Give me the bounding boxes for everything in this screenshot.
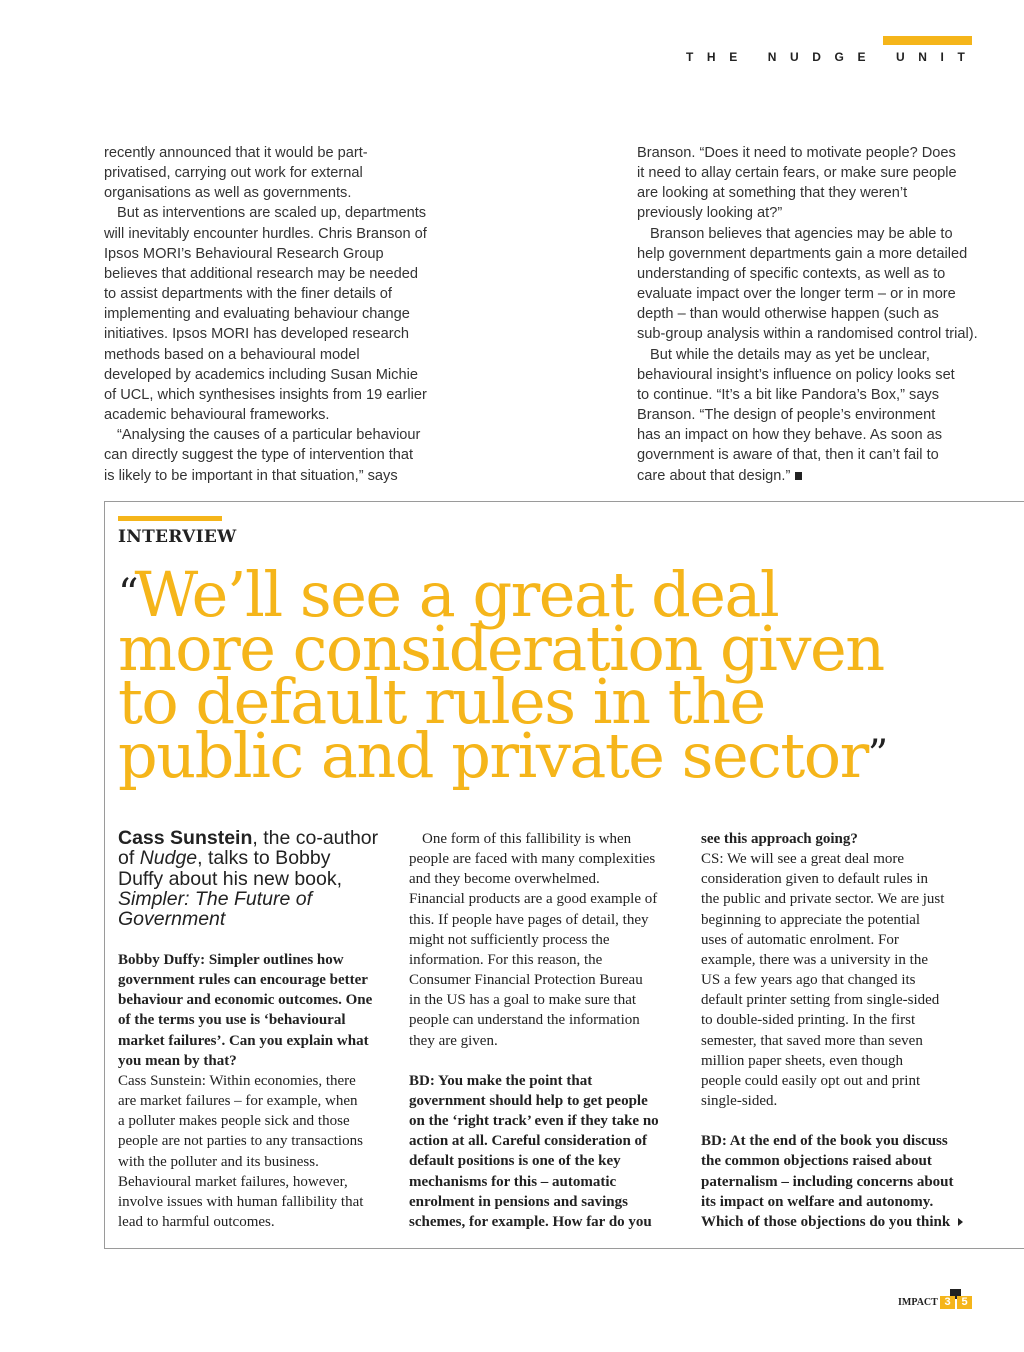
book-title: Nudge [139,847,198,870]
question-line [118,950,372,970]
text-line [104,264,427,284]
paragraph-gap [409,1051,659,1071]
line-text: implementing and evaluating behaviour change [104,306,410,323]
text-line [104,203,427,223]
kicker-accent-bar [118,516,222,521]
line-text: Bobby Duffy: Simpler outlines how [118,952,344,968]
line-text: on the ‘right track’ even if they take no [409,1113,659,1130]
line-text: help government departments gain a more detailed [637,245,968,262]
question-line [118,990,372,1010]
line-text: believes that additional research may be needed [104,265,418,282]
headline-line: public and private sector [118,718,868,792]
text-line [637,405,978,425]
text-line [409,849,659,869]
text-line [409,889,659,909]
text-line [118,1192,372,1212]
line-text: will inevitably encounter hurdles. Chris Branson of [104,225,427,242]
text-line [637,445,978,465]
line-text: might not sufficiently process the [409,931,610,948]
text-line [701,990,963,1010]
line-text: people are not parties to any transactions [118,1133,363,1150]
line-text: Ipsos MORI’s Behavioural Research Group [104,245,384,262]
text-line [104,143,427,163]
line-text: previously looking at?” [637,205,783,222]
text-line [104,284,427,304]
standfirst-text: Duffy about his new book, [118,867,343,890]
text-line [104,445,427,465]
standfirst [118,828,378,929]
line-text: government should help to get people [409,1093,648,1110]
line-text: government rules can encourage better [118,972,368,989]
line-text: BD: You make the point that [409,1072,593,1089]
section-kicker: INTERVIEW [118,527,237,547]
line-text: developed by academics including Susan Michie [104,366,418,383]
line-text: behaviour and economic outcomes. One [118,992,373,1009]
line-text: people could easily opt out and print [701,1072,921,1089]
headline-line: to default rules in the [118,665,765,738]
line-text: of UCL, which synthesises insights from 19 earlier [104,386,427,403]
line-text: But while the details may as yet be unclear, [650,346,930,363]
close-quote-mark: ” [867,731,885,778]
standfirst-text: of [118,847,140,870]
text-line [118,1091,372,1111]
top-right-column [637,143,978,486]
text-line [637,425,978,445]
line-text: information. For this reason, the [409,951,603,968]
question-line [409,1192,659,1212]
pull-quote-headline [118,558,885,792]
text-line [104,224,427,244]
text-line [701,1051,963,1071]
line-text: and they become overwhelmed. [409,871,600,888]
line-text: care about that design.” [637,467,791,484]
line-text: depth – than would otherwise happen (such as [637,306,939,323]
line-text: semester, that saved more than seven [701,1032,923,1049]
line-text: mechanisms for this – automatic [409,1173,617,1190]
line-text: see this approach going? [701,831,858,847]
text-line [118,1131,372,1151]
text-line [104,385,427,405]
text-line [118,1071,372,1091]
text-line [104,324,427,344]
line-text: recently announced that it would be part- [104,145,368,161]
text-line [637,345,978,365]
line-text: single-sided. [701,1093,778,1110]
text-line [637,385,978,405]
line-text: sub-group analysis within a randomised control trial). [637,326,978,343]
text-line [701,889,963,909]
text-line [637,143,978,163]
continue-arrow-icon [958,1218,963,1226]
line-text: default positions is one of the key [409,1153,621,1170]
line-text: they are given. [409,1032,498,1049]
line-text: BD: At the end of the book you discuss [701,1133,948,1150]
question-line [701,1131,963,1151]
top-left-column [104,143,427,486]
text-line [118,1212,372,1232]
text-line [409,1031,659,1051]
interview-column-3 [701,829,963,1232]
line-text: academic behavioural frameworks. [104,407,330,424]
text-line [118,1111,372,1131]
line-text: But as interventions are scaled up, departments [117,205,427,222]
text-line [637,224,978,244]
line-text: US a few years ago that changed its [701,972,916,989]
line-text: CS: We will see a great deal more [701,851,905,868]
text-line [409,910,659,930]
line-text: are looking at something that they weren’t [637,185,908,202]
line-text: to continue. “It’s a bit like Pandora’s Box,” says [637,386,940,403]
line-text: methods based on a behavioural model [104,346,360,363]
book-title: Simpler: The Future of [118,887,312,910]
text-line [409,950,659,970]
text-line [637,264,978,284]
line-text: you mean by that? [118,1052,237,1069]
text-line [701,910,963,930]
text-line [104,405,427,425]
question-line [701,1172,963,1192]
line-text: Cass Sunstein: Within economies, there [118,1072,356,1089]
open-quote-mark: “ [118,571,135,617]
text-line [701,1091,963,1111]
text-line [409,1010,659,1030]
book-title: Government [118,908,226,931]
line-text: example, there was a university in the [701,951,929,968]
text-line [104,365,427,385]
text-line [104,304,427,324]
line-text: to double-sided printing. In the first [701,1012,916,1029]
text-line [701,1010,963,1030]
question-line [118,970,372,990]
end-mark-icon [795,472,802,480]
line-text: One form of this fallibility is when [422,831,632,847]
line-text: market failures’. Can you explain what [118,1032,369,1049]
line-text: has an impact on how they behave. As soon as [637,427,943,444]
line-text: it need to allay certain fears, or make sure people [637,165,957,182]
headline-line: more consideration given [118,611,884,685]
text-line [701,930,963,950]
line-text: schemes, for example. How far do you [409,1213,652,1230]
line-text: lead to harmful outcomes. [118,1214,275,1231]
line-text: Which of those objections do you think [701,1213,951,1230]
line-text: action at all. Careful consideration of [409,1133,648,1150]
line-text: its impact on welfare and autonomy. [701,1193,934,1210]
page-number-digit: 3 [940,1296,955,1309]
question-line [409,1071,659,1091]
line-text: paternalism – including concerns about [701,1173,954,1190]
text-line [409,869,659,889]
page-number-digit: 5 [957,1296,972,1309]
line-text: involve issues with human fallibility that [118,1193,364,1210]
line-text: Branson. “The design of people’s environment [637,407,936,424]
line-text: is likely to be important in that situation,” says [104,467,398,484]
line-text: beginning to appreciate the potential [701,911,921,928]
interview-column-1 [118,950,372,1232]
text-line [637,304,978,324]
line-text: evaluate impact over the longer term – or in more [637,286,956,303]
text-line [637,244,978,264]
interview-column-2 [409,829,659,1232]
question-line [409,1111,659,1131]
text-line [104,466,427,486]
text-line [637,203,978,223]
text-line [637,466,978,486]
line-text: Consumer Financial Protection Bureau [409,972,643,989]
line-text: initiatives. Ipsos MORI has developed research [104,326,409,343]
line-text: default printer setting from single-sided [701,992,940,1009]
line-text: enrolment in pensions and savings [409,1193,628,1210]
line-text: in the US has a goal to make sure that [409,992,637,1009]
line-text: Branson. “Does it need to motivate people? Does [637,145,956,161]
question-line [118,1031,372,1051]
line-text: “Analysing the causes of a particular behaviour [117,427,421,444]
line-text: Financial products are a good example of [409,891,658,908]
headline-line: We’ll see a great deal [134,558,779,631]
text-line [104,244,427,264]
text-line [104,163,427,183]
line-text: to assist departments with the finer details of [104,286,392,303]
text-line [701,970,963,990]
line-text: are market failures – for example, when [118,1093,358,1110]
magazine-name: IMPACT [898,1297,938,1308]
text-line [104,425,427,445]
text-line [409,990,659,1010]
question-line [701,1212,963,1232]
line-text: behavioural insight’s influence on policy looks set [637,366,955,383]
text-line [118,1172,372,1192]
line-text: of the terms you use is ‘behavioural [118,1012,346,1029]
text-line [701,1031,963,1051]
text-line [701,950,963,970]
question-line [701,1151,963,1171]
line-text: government is aware of that, then it can’t fail to [637,447,939,464]
header-accent-bar [883,36,972,45]
question-line [118,1010,372,1030]
text-line [118,1152,372,1172]
standfirst-text: , talks to Bobby [197,847,331,870]
text-line [701,849,963,869]
line-text: a polluter makes people sick and those [118,1113,350,1130]
line-text: the public and private sector. We are just [701,891,945,908]
line-text: the common objections raised about [701,1153,932,1170]
question-line [409,1131,659,1151]
text-line [104,183,427,203]
question-line [701,1192,963,1212]
question-line [409,1151,659,1171]
text-line [701,869,963,889]
interviewee-name: Cass Sunstein [118,827,253,849]
text-line [637,284,978,304]
standfirst-text: , the co-author [252,827,379,849]
line-text: people can understand the information [409,1012,640,1029]
line-text: people are faced with many complexities [409,851,656,868]
question-line [701,829,963,849]
line-text: Behavioural market failures, however, [118,1173,348,1190]
question-line [409,1212,659,1232]
line-text: with the polluter and its business. [118,1153,319,1170]
text-line [701,1071,963,1091]
line-text: organisations as well as governments. [104,185,352,202]
line-text: privatised, carrying out work for external [104,165,363,182]
line-text: uses of automatic enrolment. For [701,931,899,948]
running-head: THE NUDGE UNIT [686,50,979,64]
text-line [637,183,978,203]
question-line [409,1091,659,1111]
text-line [409,970,659,990]
text-line [409,829,659,849]
question-line [409,1172,659,1192]
text-line [637,324,978,344]
text-line [104,345,427,365]
line-text: consideration given to default rules in [701,871,929,888]
line-text: understanding of specific contexts, as well as to [637,265,946,282]
line-text: this. If people have pages of detail, they [409,911,649,928]
question-line [118,1051,372,1071]
text-line [637,163,978,183]
line-text: Branson believes that agencies may be able to [650,225,953,242]
line-text: million paper sheets, even though [701,1052,904,1069]
line-text: can directly suggest the type of intervention that [104,447,414,464]
paragraph-gap [701,1111,963,1131]
text-line [409,930,659,950]
text-line [637,365,978,385]
